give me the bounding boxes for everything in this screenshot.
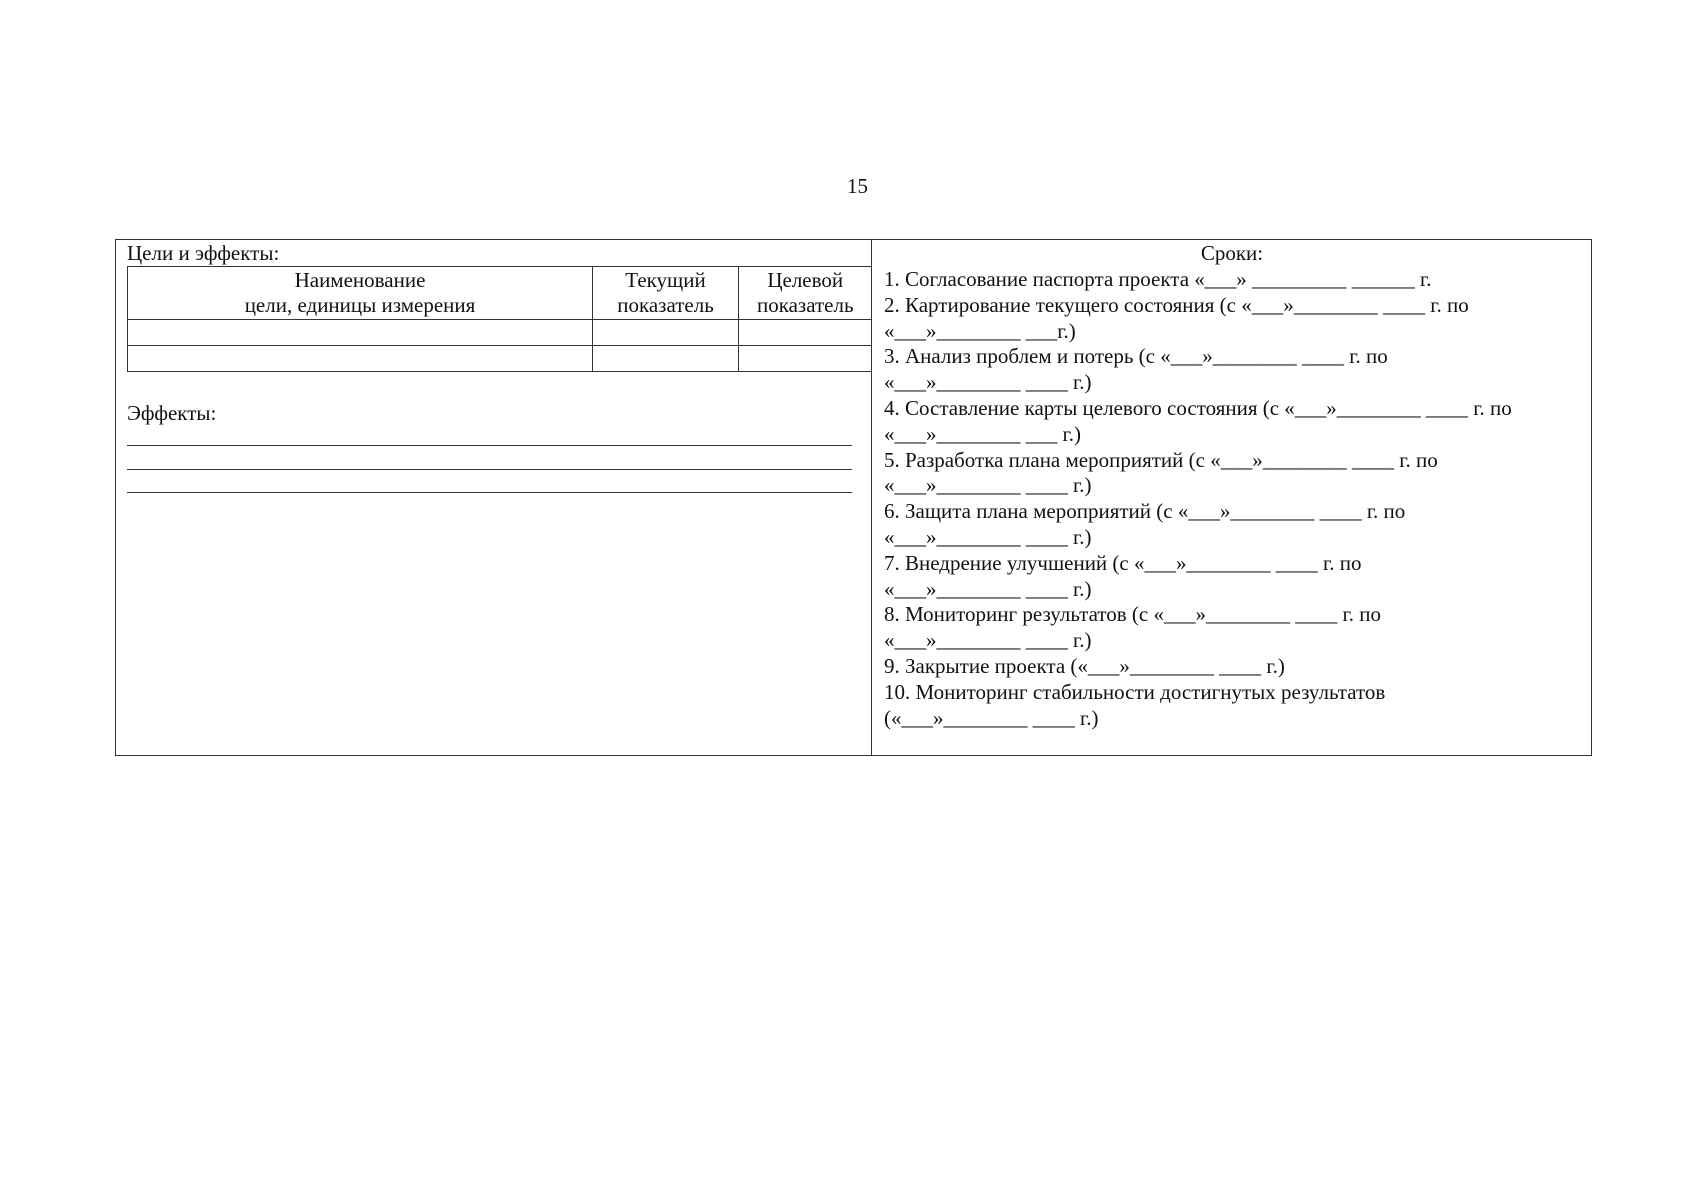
deadline-item: 10. Мониторинг стабильности достигнутых результатов («___»________ ____ г.) <box>884 679 1386 730</box>
table-row <box>128 320 872 346</box>
target-value-cell[interactable] <box>739 346 872 372</box>
deadlines-title: Сроки: <box>1200 241 1264 265</box>
deadline-item: 6. Защита плана мероприятий (с «___»________ ____ г. по «___»________ ____ г.) <box>884 499 1406 549</box>
goal-name-cell[interactable] <box>128 346 593 372</box>
goals-table <box>127 266 872 372</box>
current-value-cell[interactable] <box>593 346 739 372</box>
deadline-item: 8. Мониторинг результатов (с «___»________ ____ г. по «___»________ ____ г.) <box>884 602 1381 653</box>
deadline-item: 3. Анализ проблем и потерь (с «___»________ ____ г. по «___»________ ____ г.) <box>884 344 1388 395</box>
effects-fill-line[interactable] <box>127 492 852 493</box>
current-value-cell[interactable] <box>593 320 739 346</box>
deadlines-list <box>884 267 1584 731</box>
header-current-value: Текущий показатель <box>593 267 739 320</box>
header-target-value: Целевой показатель <box>739 267 872 320</box>
project-passport-form <box>115 239 1592 756</box>
deadline-item: 1. Согласование паспорта проекта «___» _________ ______ г. <box>884 267 1432 291</box>
goals-and-effects-section <box>116 240 871 755</box>
goals-table-header <box>128 267 872 320</box>
deadline-item: 7. Внедрение улучшений (с «___»________ ____ г. по «___»________ ____ г.) <box>884 550 1362 601</box>
column-divider <box>871 240 872 755</box>
deadline-item: 9. Закрытие проекта («___»________ ____ г.) <box>884 653 1285 678</box>
goals-heading: Цели и эффекты: <box>127 241 280 265</box>
effects-heading: Эффекты: <box>127 401 217 425</box>
table-row <box>128 346 872 372</box>
goal-name-cell[interactable] <box>128 320 593 346</box>
effects-fill-line[interactable] <box>127 445 852 446</box>
deadline-item: 2. Картирование текущего состояния (с «___»________ ____ г. по «___»________ ___г.) <box>884 292 1469 343</box>
effects-fill-line[interactable] <box>127 469 852 470</box>
target-value-cell[interactable] <box>739 320 872 346</box>
header-goal-name: Наименование цели, единицы измерения <box>128 267 593 320</box>
deadline-item: 5. Разработка плана мероприятий (с «___»________ ____ г. по «___»________ ____ г.) <box>884 447 1438 498</box>
deadline-item: 4. Составление карты целевого состояния (с «___»________ ____ г. по «___»________ ___ г.) <box>884 395 1512 446</box>
page-number: 15 <box>847 174 868 198</box>
deadlines-section <box>873 240 1591 755</box>
